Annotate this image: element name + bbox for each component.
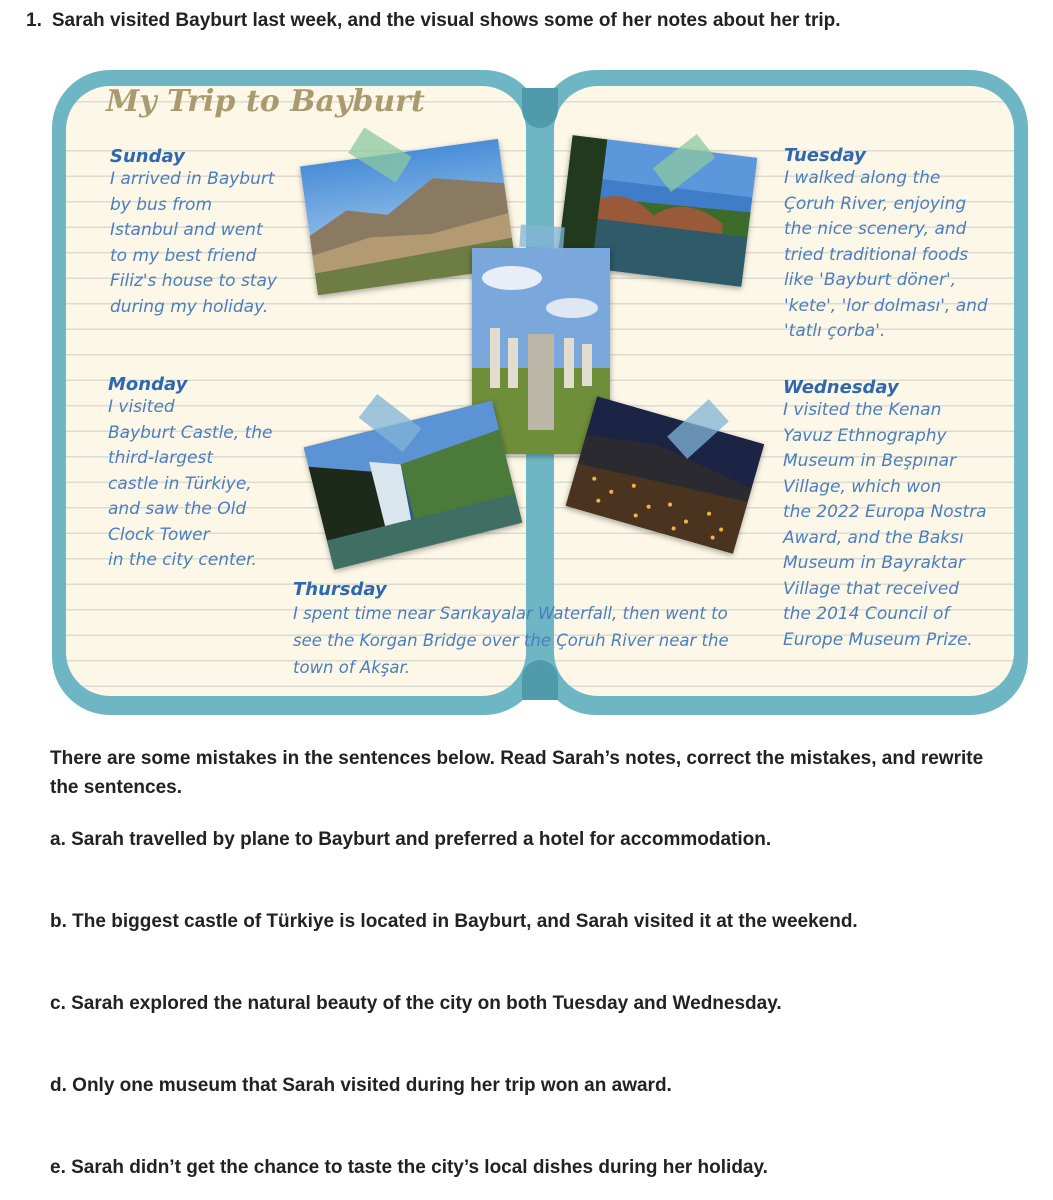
- question-text: Sarah visited Bayburt last week, and the visual shows some of her notes about her trip.: [51, 10, 841, 31]
- day-text: I arrived in Bayburt by bus from Istanbul and went to my best friend Filiz's house to stay during my holiday.: [110, 169, 277, 317]
- day-text: I walked along the Çoruh River, enjoying the nice scenery, and tried traditional foods like 'Bayburt döner', 'kete', 'lor dolması', and 'tatlı çorba'.: [784, 168, 988, 341]
- sentence-a: a. Sarah travelled by plane to Bayburt and preferred a hotel for accommodation.: [50, 829, 772, 850]
- question-number: 1.: [26, 10, 42, 31]
- question-heading: [26, 10, 841, 32]
- day-name: Sunday: [110, 146, 185, 167]
- day-monday: [108, 374, 308, 574]
- day-thursday: [293, 579, 773, 681]
- trip-notebook: [52, 70, 1028, 715]
- day-sunday: [110, 146, 310, 320]
- day-name: Thursday: [293, 579, 387, 600]
- day-text: I visited the Kenan Yavuz Ethnography Museum in Beşpınar Village, which won the 2022 Europa Nostra Award, and the Baksı Museum in Bayraktar Village that received the 2014 Council of Europe Museum Prize.: [783, 400, 987, 650]
- sentence-e: e. Sarah didn’t get the chance to taste the city’s local dishes during her holiday.: [50, 1157, 768, 1178]
- instructions: There are some mistakes in the sentences below. Read Sarah’s notes, correct the mistakes, and rewrite the sentences.: [50, 748, 984, 798]
- day-name: Monday: [108, 374, 188, 395]
- sentence-c: c. Sarah explored the natural beauty of the city on both Tuesday and Wednesday.: [50, 993, 782, 1014]
- sentence-b: b. The biggest castle of Türkiye is located in Bayburt, and Sarah visited it at the weekend.: [50, 911, 858, 932]
- photo-tape: [519, 224, 564, 249]
- day-text: I visited Bayburt Castle, the third-largest castle in Türkiye, and saw the Old Clock Tower in the city center.: [108, 397, 273, 570]
- spine-notch-top: [522, 88, 558, 128]
- day-name: Tuesday: [784, 145, 866, 166]
- day-name: Wednesday: [783, 377, 899, 398]
- day-tuesday: [784, 145, 1009, 345]
- day-text: I spent time near Sarıkayalar Waterfall, then went to see the Korgan Bridge over the Çoruh River near the town of Akşar.: [293, 604, 729, 677]
- day-wednesday: [783, 377, 1008, 653]
- sentence-d: d. Only one museum that Sarah visited during her trip won an award.: [50, 1075, 672, 1096]
- notebook-title: My Trip to Bayburt: [106, 84, 425, 119]
